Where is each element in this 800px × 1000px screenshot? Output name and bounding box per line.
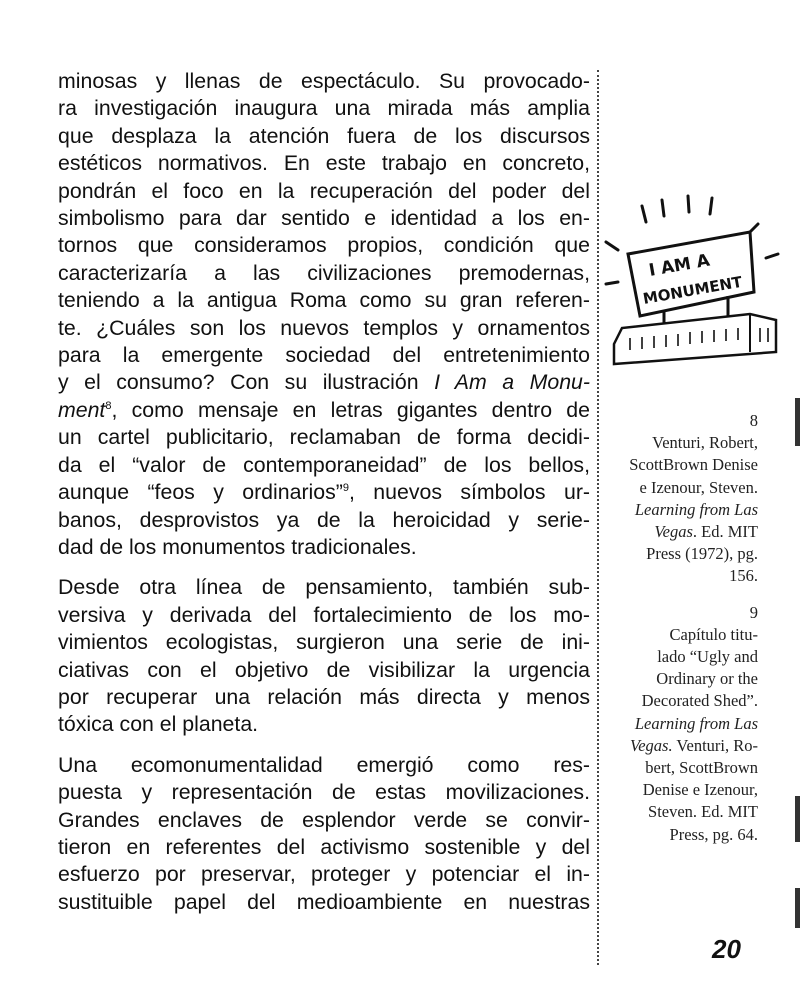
text-line: sustituible papel del medioambiente en nuestras [58,889,590,914]
footnote-line: bert, ScottBrown [645,758,758,778]
text-line: vimientos ecologistas, surgieron una serie de ini- [58,630,590,655]
text-run: Venturi, Ro- [672,735,758,755]
text-line: esfuerzo por preservar, proteger y potenciar el in- [58,862,590,887]
footnote-number: 9 [749,602,758,622]
text-line: dad de los monumentos tradicionales. [58,534,417,559]
footnote-ref-9: 9 [342,482,349,495]
paragraph-3 [58,752,590,916]
text-line: que desplaza la atención fuera de los discursos [58,123,590,148]
text-line: tornos que consideramos propios, condición que [58,233,590,258]
footnote-line: Venturi, Robert, [652,433,758,453]
footnote-line [598,521,758,543]
text-line: estéticos normativos. En este trabajo en concreto, [58,151,590,176]
text-line: banos, desprovistos ya de la heroicidad y serie- [58,507,590,532]
edge-mark [795,398,800,446]
footnote-line [598,735,758,757]
text-line: caracterizaría a las civilizaciones premodernas, [58,260,590,285]
paragraph-1 [58,68,590,561]
footnote-line: Press, pg. 64. [669,824,758,844]
text-line: teniendo a la antigua Roma como su gran referen- [58,288,590,313]
title-italic: Vegas [654,522,693,542]
footnote-line: lado “Ugly and [657,647,758,667]
text-line: para la emergente sociedad del entretenimiento [58,343,590,368]
text-line: te. ¿Cuáles son los nuevos templos y ornamentos [58,315,590,340]
text-run: . Ed. MIT [692,522,758,542]
title-italic: ment [58,397,106,422]
footnote-line: Capítulo titu- [669,624,758,644]
footnote-line: Denise e Izenour, [642,780,758,800]
text-line: ciativas con el objetivo de visibilizar la urgencia [58,657,590,682]
text-run: , nuevos símbolos ur- [348,480,591,505]
sign-text-line-1: I AM A [647,250,712,281]
sign-text-line-2: MONUMENT [641,272,744,308]
text-run: y el consumo? Con su ilustración [58,370,435,395]
text-line: por recuperar una relación más directa y menos [58,684,590,709]
page-number: 20 [712,934,741,964]
sidenotes [598,410,758,860]
footnote-ref-8: 8 [105,399,112,412]
text-line: Desde otra línea de pensamiento, también sub- [58,575,590,600]
main-text-column [58,68,590,929]
text-line: un cartel publicitario, reclamaban de forma decidi- [58,425,590,450]
footnote-line: e Izenour, Steven. [639,477,758,497]
footnote-line: ScottBrown Denise [629,455,758,475]
title-italic: Learning from Las [634,713,758,733]
paragraph-2 [58,574,590,738]
footnote-line [598,499,758,521]
text-line: Una ecomonumentalidad emergió como res- [58,752,590,777]
text-run: aunque “feos y ordinarios” [58,480,343,505]
title-italic: I Am a Monu- [434,370,590,395]
text-line: da el “valor de contemporaneidad” de los bellos, [58,452,590,477]
text-line: versiva y derivada del fortalecimiento de los mo- [58,602,590,627]
text-run: , como mensaje en letras gigantes dentro de [111,397,590,422]
footnote-line: Steven. Ed. MIT [648,802,758,822]
text-line: simbolismo para dar sentido e identidad a los en- [58,206,590,231]
monument-sign-illustration [600,192,780,380]
text-line: tóxica con el planeta. [58,712,259,737]
footnote-9 [598,602,758,846]
text-line: minosas y llenas de espectáculo. Su provocado- [58,69,590,93]
footnote-8 [598,410,758,588]
text-line: tieron en referentes del activismo sostenible y del [58,834,590,859]
text-line: Grandes enclaves de esplendor verde se convir- [58,807,590,832]
edge-mark [795,796,800,842]
footnote-line [598,713,758,735]
footnote-line: Decorated Shed”. [641,691,758,711]
footnote-line: Ordinary or the [656,669,758,689]
text-line [58,479,590,506]
title-italic: Vegas. [629,735,673,755]
footnote-line: 156. [729,566,758,586]
text-line: puesta y representación de estas movilizaciones. [58,780,590,805]
footnote-number: 8 [749,411,758,430]
text-line [58,397,590,424]
text-line: ra investigación inaugura una mirada más amplia [58,96,590,121]
footnote-line: Press (1972), pg. [646,544,758,564]
title-italic: Learning from Las [634,499,758,519]
text-line: pondrán el foco en la recuperación del poder del [58,178,590,203]
text-line [58,369,590,396]
edge-mark [795,888,800,928]
